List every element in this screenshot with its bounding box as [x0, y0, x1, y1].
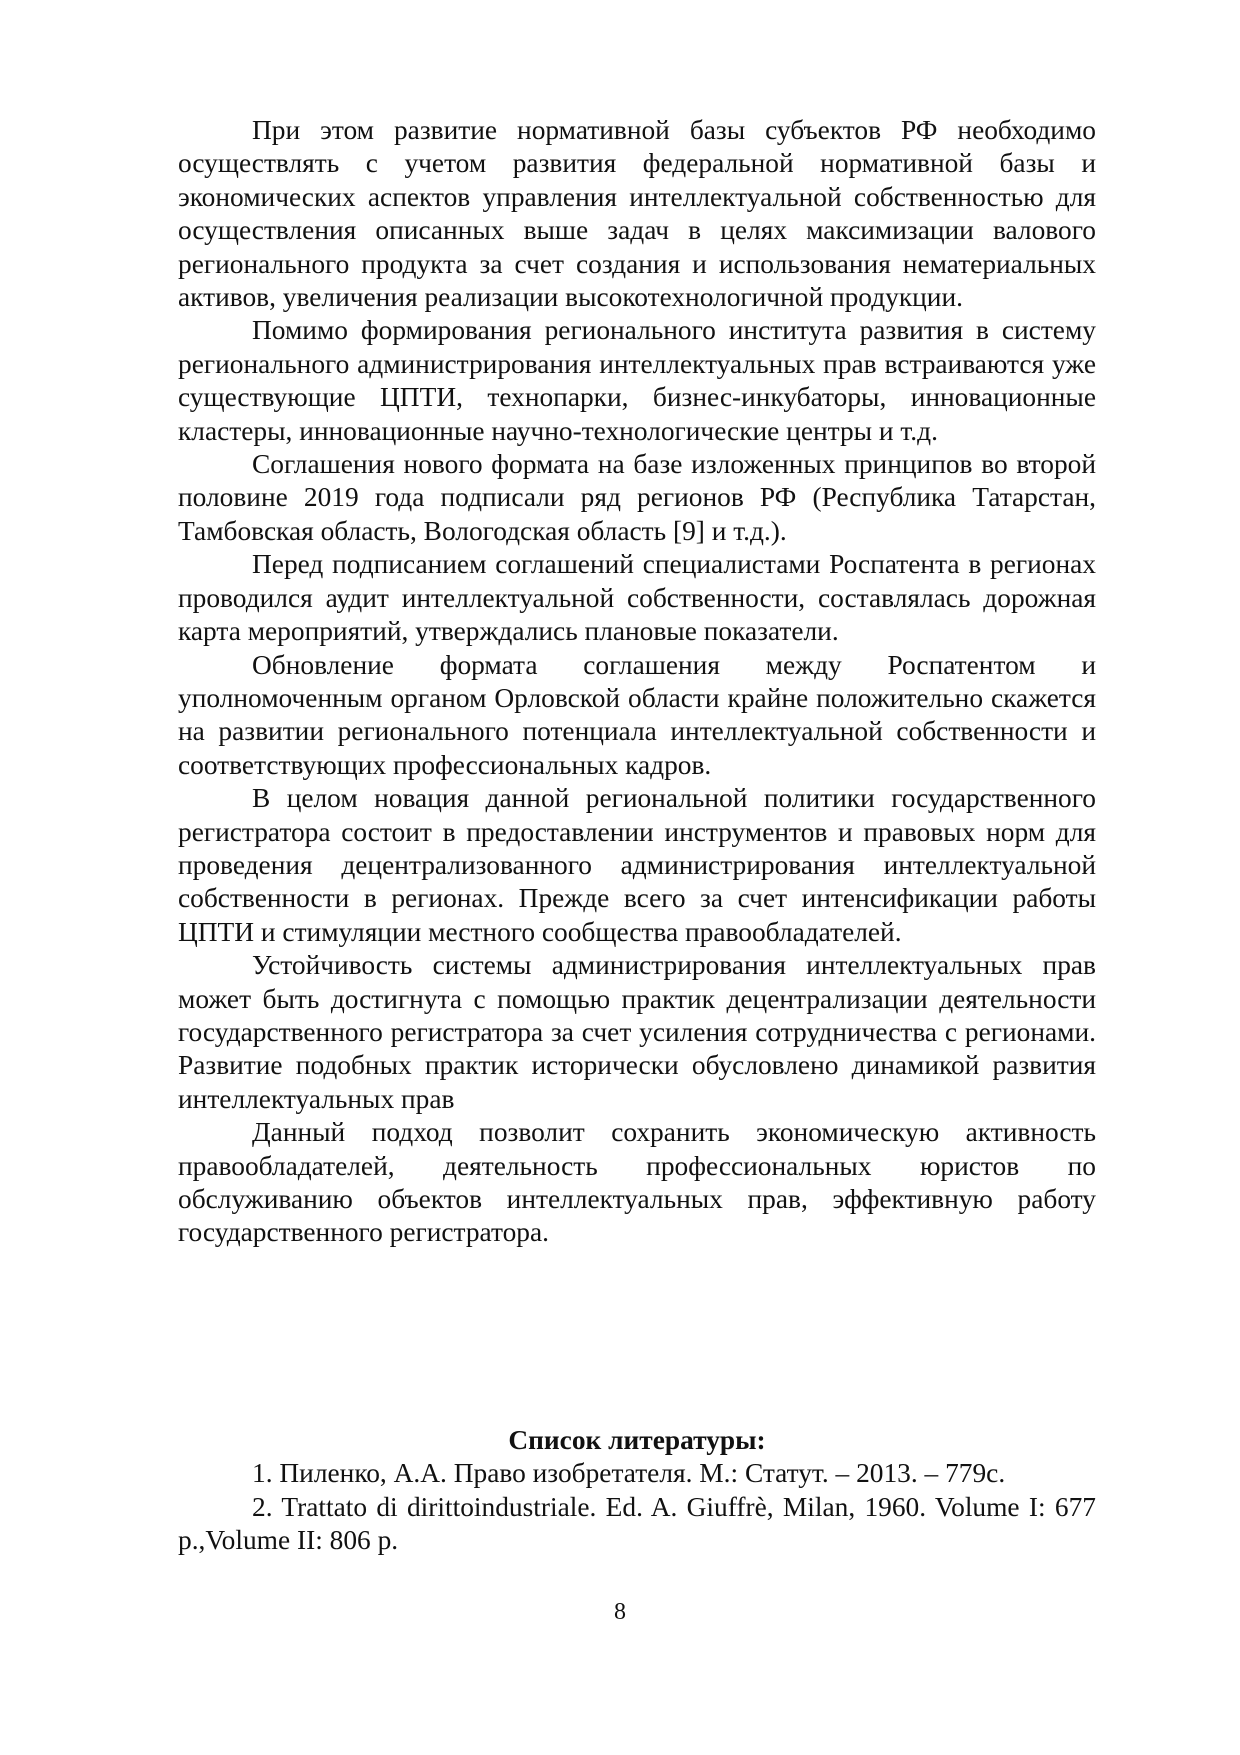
paragraph: Устойчивость системы администрирования интеллектуальных прав может быть достигнута с помощью практик децентрализации деятельности государственного регистратора за счет усиления сотрудничества с регионами. Развитие подобных практик исторически обусловлено динамикой развития интеллектуальных прав [178, 950, 1096, 1114]
paragraph: Перед подписанием соглашений специалистами Роспатента в регионах проводился аудит интеллектуальной собственности, составлялась дорожная карта мероприятий, утверждались плановые показатели. [178, 549, 1096, 647]
paragraph: Данный подход позволит сохранить экономическую активность правообладателей, деятельность профессиональных юристов по обслуживанию объектов интеллектуальных прав, эффективную работу государственного регистратора. [178, 1117, 1096, 1248]
paragraph: Соглашения нового формата на базе изложенных принципов во второй половине 2019 года подписали ряд регионов РФ (Республика Татарстан, Тамбовская область, Вологодская область [9] и т.д.). [178, 449, 1096, 546]
page-number: 8 [614, 1599, 626, 1625]
references-heading: Список литературы: [508, 1425, 766, 1455]
main-text [178, 114, 1096, 1250]
paragraph: В целом новация данной региональной политики государственного регистратора состоит в предоставлении инструментов и правовых норм для проведения децентрализованного администрирования интеллектуальной собственности в регионах. Прежде всего за счет интенсификации работы ЦПТИ и стимуляции местного сообщества правообладателей. [178, 783, 1096, 947]
reference-item: 1. Пиленко, А.А. Право изобретателя. М.: Статут. – 2013. – 779с. [252, 1458, 1006, 1489]
paragraph: Обновление формата соглашения между Роспатентом и уполномоченным органом Орловской области крайне положительно скажется на развитии регионального потенциала интеллектуальной собственности и соответствующих профессиональных кадров. [178, 649, 1096, 780]
paragraph: При этом развитие нормативной базы субъектов РФ необходимо осуществлять с учетом развития федеральной нормативной базы и экономических аспектов управления интеллектуальной собственностью для осуществления описанных выше задач в целях максимизации валового регионального продукта за счет создания и использования нематериальных активов, увеличения реализации высокотехнологичной продукции. [178, 115, 1096, 313]
paragraph: Помимо формирования регионального института развития в систему регионального администрирования интеллектуальных прав встраиваются уже существующие ЦПТИ, технопарки, бизнес-инкубаторы, инновационные кластеры, инновационные научно-технологические центры и т.д. [178, 315, 1096, 446]
reference-item: 2. Trattato di dirittoindustriale. Ed. A. Giuffrè, Milan, 1960. Volume I: 677 p.,Volume II: 806 p. [178, 1491, 1096, 1556]
references-section [178, 1424, 1096, 1558]
